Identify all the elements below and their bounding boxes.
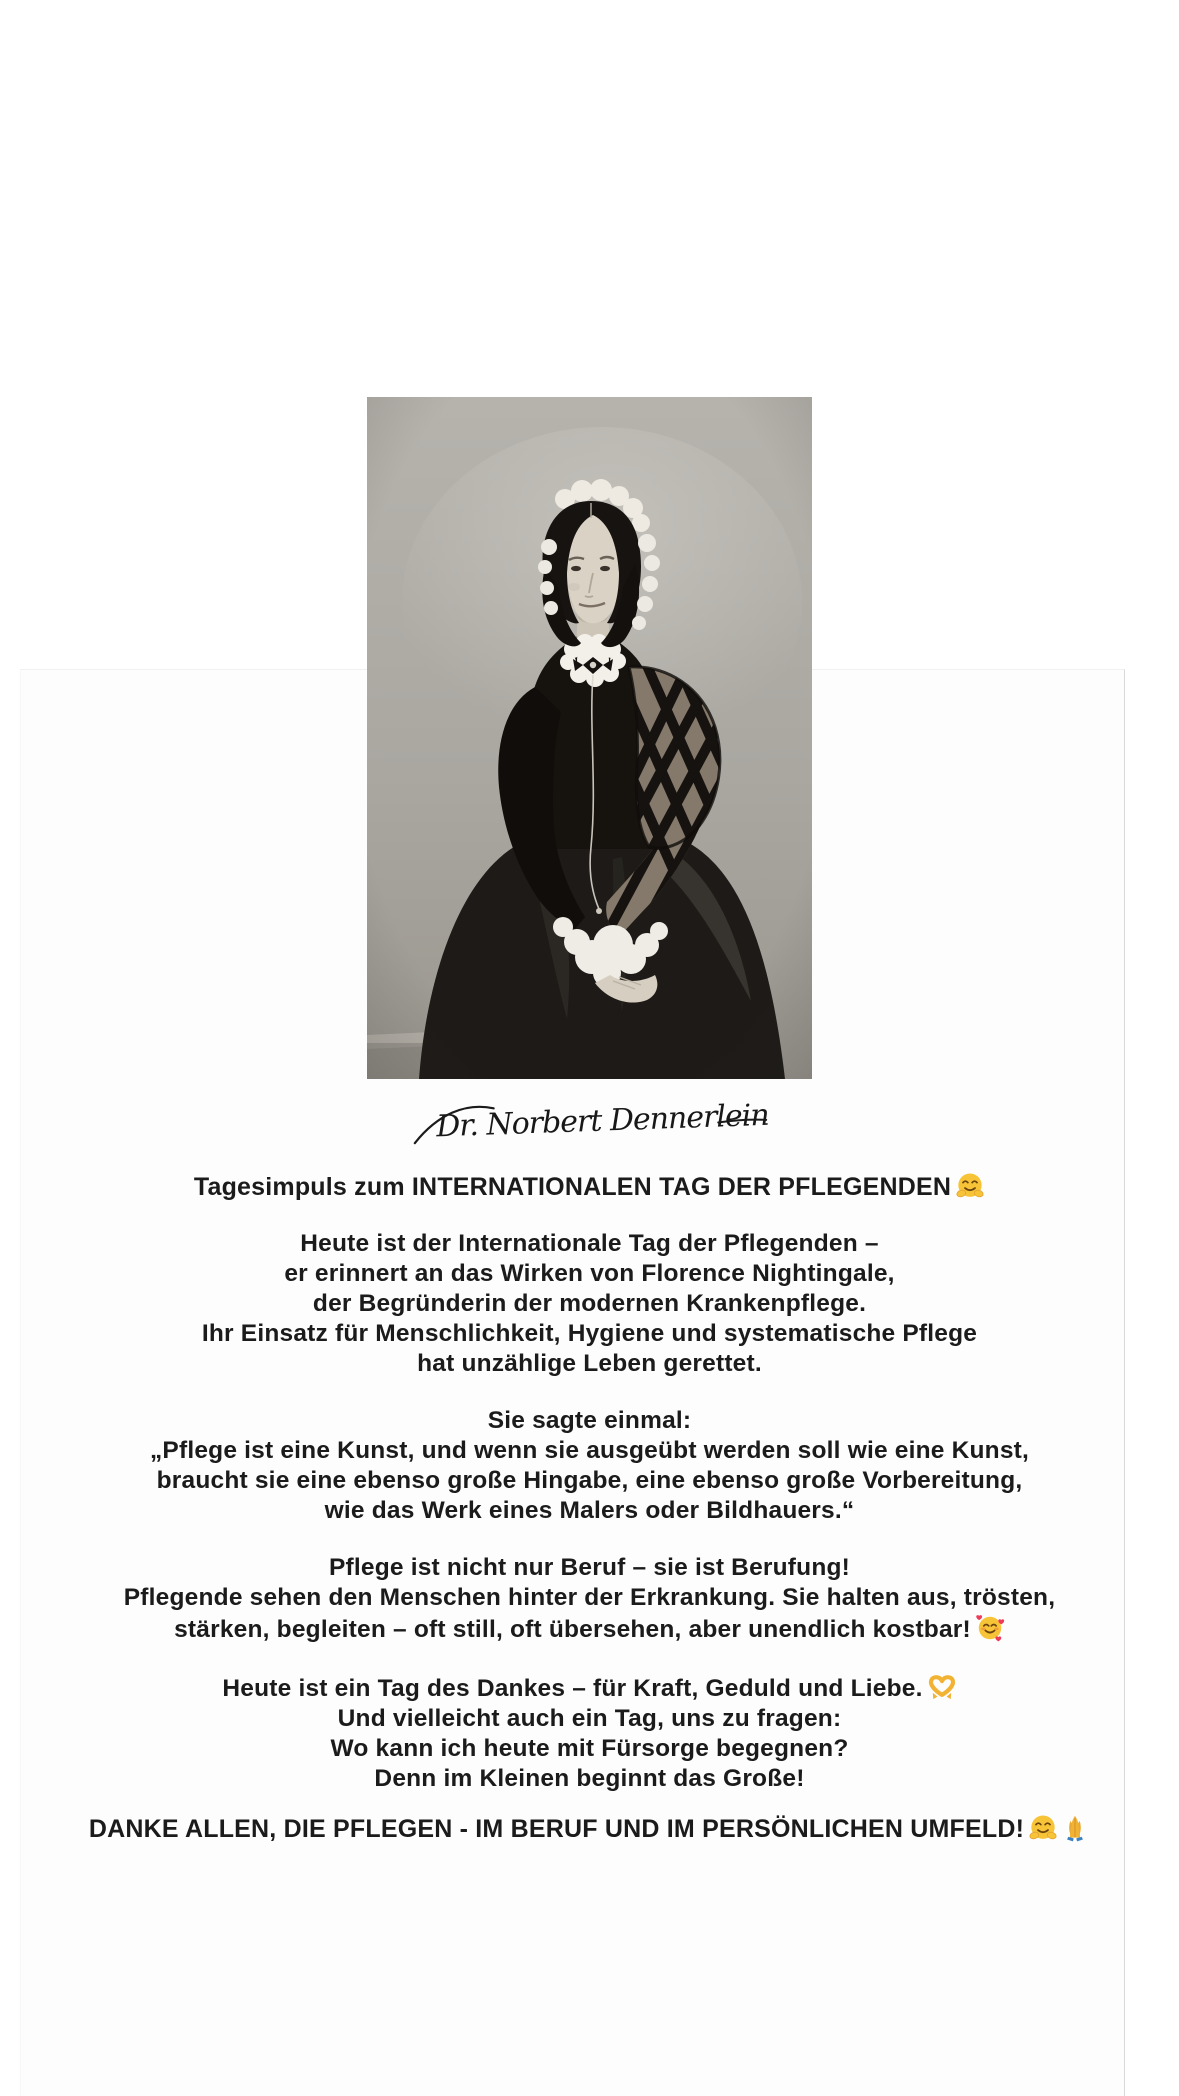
- closing-text: DANKE ALLEN, DIE PFLEGEN - IM BERUF UND IM PERSÖNLICHEN UMFELD!: [88, 1815, 1025, 1843]
- text-line: hat unzählige Leben gerettet.: [417, 1350, 762, 1377]
- text-line: Heute ist der Internationale Tag der Pflegenden –: [300, 1230, 879, 1257]
- closing-line: [0, 1812, 1179, 1846]
- text-line: braucht sie eine ebenso große Hingabe, eine ebenso große Vorbereitung,: [156, 1467, 1023, 1494]
- text-line: Pflege ist nicht nur Beruf – sie ist Berufung!: [328, 1554, 851, 1581]
- title-text: Tagesimpuls zum INTERNATIONALEN TAG DER PFLEGENDEN: [193, 1173, 952, 1201]
- text-line: Pflegende sehen den Menschen hinter der Erkrankung. Sie halten aus, trösten,: [123, 1584, 1056, 1611]
- florence-nightingale-photo: [367, 397, 812, 1079]
- text-line: Sie sagte einmal:: [487, 1407, 692, 1434]
- text-line: Heute ist ein Tag des Dankes – für Kraft, Geduld und Liebe.: [0, 1672, 1179, 1704]
- text-line: Ihr Einsatz für Menschlichkeit, Hygiene und systematische Pflege: [201, 1320, 978, 1347]
- smiling-face-with-hearts-emoji: [975, 1613, 1005, 1643]
- post-page: [0, 397, 1179, 2096]
- text-line: Und vielleicht auch ein Tag, uns zu fragen:: [337, 1705, 842, 1732]
- paragraph-3: [0, 1553, 1179, 1645]
- text-line: stärken, begleiten – oft still, oft übersehen, aber unendlich kostbar!: [0, 1613, 1179, 1645]
- post-title: [0, 1171, 1179, 1202]
- folded-hands-emoji: [1060, 1813, 1090, 1843]
- post-content: [0, 397, 1179, 1846]
- paragraph-4: [0, 1672, 1179, 1794]
- paragraph-2: [0, 1406, 1179, 1526]
- text-line: „Pflege ist eine Kunst, und wenn sie ausgeübt werden soll wie eine Kunst,: [149, 1437, 1030, 1464]
- portrait-svg: [367, 397, 812, 1079]
- signature: [0, 1085, 1179, 1149]
- text-line: wie das Werk eines Malers oder Bildhauers.“: [324, 1497, 855, 1524]
- text-line: der Begründerin der modernen Krankenpflege.: [312, 1290, 867, 1317]
- hugging-face-emoji: [1028, 1813, 1058, 1843]
- hugging-face-emoji: [955, 1171, 985, 1201]
- text-line: Denn im Kleinen beginnt das Große!: [374, 1765, 805, 1792]
- paragraph-1: [0, 1229, 1179, 1379]
- text-line: Wo kann ich heute mit Fürsorge begegnen?: [330, 1735, 849, 1762]
- heart-hands-emoji: [927, 1672, 957, 1702]
- signature-text: Dr. Norbert Dennerlein: [435, 1097, 769, 1145]
- text-line: er erinnert an das Wirken von Florence Nightingale,: [284, 1260, 895, 1287]
